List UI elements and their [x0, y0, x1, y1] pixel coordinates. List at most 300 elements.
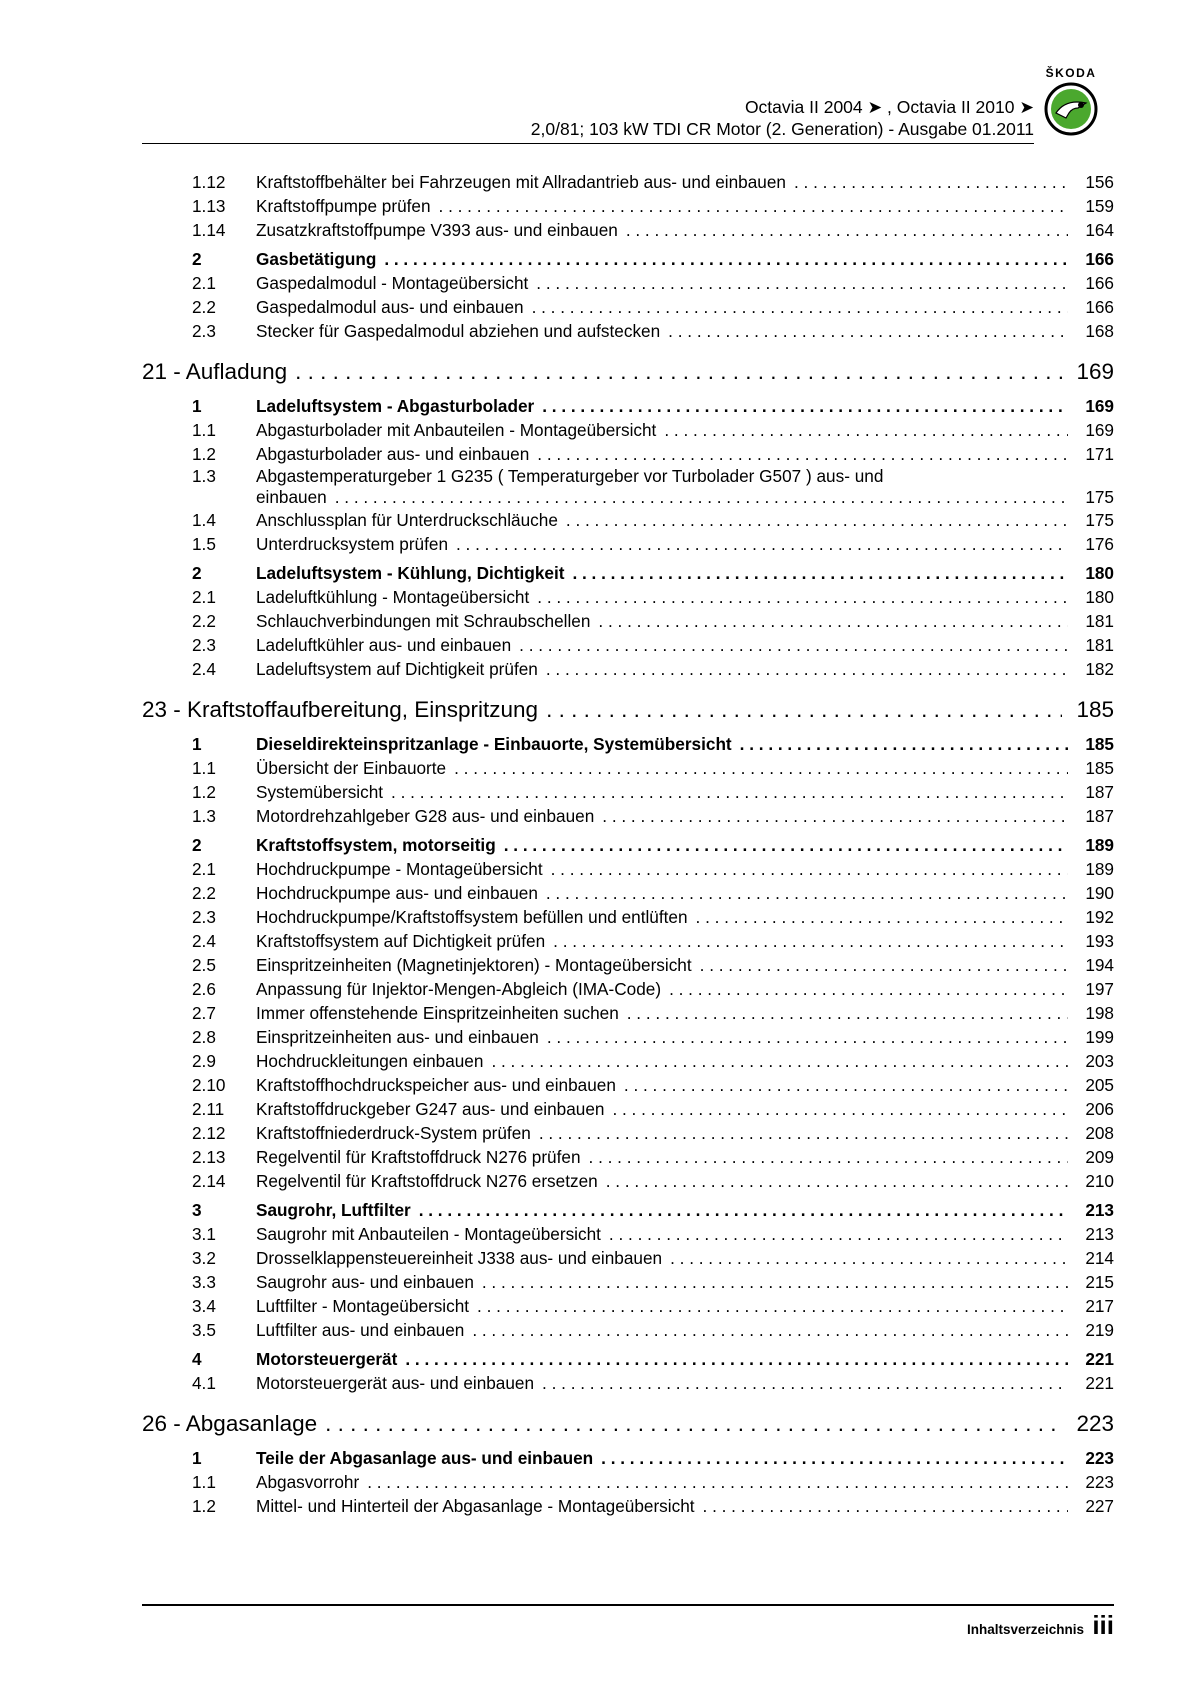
toc-page-number: 185 [1076, 697, 1114, 722]
toc-number: 1 [192, 734, 202, 754]
toc-title-wrap [256, 319, 1068, 343]
toc-number: 2.9 [192, 1051, 216, 1071]
toc-section[interactable] [142, 394, 1114, 418]
toc-number: 2.8 [192, 1027, 216, 1047]
toc-title: Regelventil für Kraftstoffdruck N276 ersetzen [256, 1171, 598, 1191]
toc-title-wrap [256, 609, 1068, 633]
toc-page-number: 223 [1085, 1448, 1114, 1468]
toc-title: Schlauchverbindungen mit Schraubschellen [256, 611, 591, 631]
toc-title-wrap [256, 1145, 1068, 1169]
toc-title-wrap [256, 1222, 1068, 1246]
toc-title-wrap [256, 1198, 1068, 1222]
toc-entry[interactable] [142, 1121, 1114, 1145]
toc-page-number: 189 [1085, 835, 1114, 855]
toc-page-number: 217 [1085, 1296, 1114, 1316]
dot-leader [542, 1371, 1068, 1395]
toc-entry[interactable] [142, 1371, 1114, 1395]
toc-page-number: 199 [1085, 1027, 1114, 1047]
table-of-contents [142, 170, 1114, 1518]
footer-section: Inhaltsverzeichnis [966, 1622, 1084, 1637]
dot-leader [740, 732, 1068, 756]
toc-number: 2.4 [192, 931, 216, 951]
toc-title: Hochdruckpumpe/Kraftstoffsystem befüllen und entlüften [256, 907, 688, 927]
toc-title-wrap [256, 247, 1068, 271]
toc-page-number: 181 [1085, 635, 1114, 655]
toc-title-line2: einbauen [256, 487, 327, 507]
dot-leader [519, 633, 1068, 657]
toc-title-wrap [256, 1347, 1068, 1371]
header-engine: 2,0/81; 103 kW TDI CR Motor (2. Generation) - Ausgabe 01.2011 [530, 119, 1034, 139]
dot-leader [551, 857, 1068, 881]
toc-entry[interactable] [142, 1246, 1114, 1270]
toc-title: Abgasturbolader aus- und einbauen [256, 444, 530, 464]
toc-title: Systemübersicht [256, 782, 384, 802]
dot-leader [439, 194, 1068, 218]
toc-title: Hochdruckpumpe - Montageübersicht [256, 859, 543, 879]
toc-title-wrap [256, 905, 1068, 929]
toc-title: Unterdrucksystem prüfen [256, 534, 448, 554]
toc-number: 2 [192, 249, 202, 269]
toc-page-number: 223 [1085, 1472, 1114, 1492]
dot-leader [547, 1025, 1068, 1049]
toc-chapter[interactable] [142, 693, 1114, 727]
dot-leader [794, 170, 1068, 194]
skoda-arrow-logo-icon [1044, 82, 1098, 136]
toc-entry[interactable] [142, 609, 1114, 633]
dot-leader [504, 833, 1068, 857]
toc-title: Saugrohr, Luftfilter [256, 1200, 411, 1220]
toc-page-number: 219 [1085, 1320, 1114, 1340]
toc-title-wrap [256, 1121, 1068, 1145]
toc-entry[interactable] [142, 780, 1114, 804]
toc-entry[interactable] [142, 1073, 1114, 1097]
toc-title-wrap [256, 442, 1068, 466]
toc-number: 2.3 [192, 635, 216, 655]
toc-entry[interactable] [142, 271, 1114, 295]
toc-number: 2 [192, 835, 202, 855]
toc-title-wrap [256, 271, 1068, 295]
toc-title: Teile der Abgasanlage aus- und einbauen [256, 1448, 594, 1468]
dot-leader [335, 486, 1068, 508]
toc-title-wrap [256, 466, 1068, 508]
dot-leader [391, 780, 1068, 804]
toc-page-number: 185 [1085, 758, 1114, 778]
toc-number: 1.2 [192, 1496, 216, 1516]
toc-number: 2.5 [192, 955, 216, 975]
toc-entry[interactable] [142, 1494, 1114, 1518]
toc-title: Hochdruckleitungen einbauen [256, 1051, 484, 1071]
toc-number: 2.10 [192, 1075, 226, 1095]
toc-title: Übersicht der Einbauorte [256, 758, 447, 778]
toc-title: Saugrohr aus- und einbauen [256, 1272, 474, 1292]
toc-entry[interactable] [142, 1222, 1114, 1246]
toc-page-number: 221 [1085, 1349, 1114, 1369]
toc-number: 3.2 [192, 1248, 216, 1268]
toc-page-number: 192 [1085, 907, 1114, 927]
toc-page-number: 156 [1085, 172, 1114, 192]
toc-number: 3.1 [192, 1224, 216, 1244]
toc-title-wrap [256, 1169, 1068, 1193]
dot-leader [609, 1222, 1068, 1246]
toc-title-wrap [256, 1371, 1068, 1395]
dot-leader [532, 295, 1068, 319]
toc-title-wrap [256, 194, 1068, 218]
toc-number: 2.3 [192, 321, 216, 341]
toc-entry[interactable] [142, 218, 1114, 242]
toc-title-wrap [256, 394, 1068, 418]
toc-number: 3.3 [192, 1272, 216, 1292]
toc-number: 2.2 [192, 611, 216, 631]
toc-page-number: 185 [1085, 734, 1114, 754]
toc-number: 2.2 [192, 883, 216, 903]
brand-wordmark: ŠKODA [1045, 66, 1097, 80]
toc-entry[interactable] [142, 1097, 1114, 1121]
toc-title-wrap [256, 1097, 1068, 1121]
toc-title: Drosselklappensteuereinheit J338 aus- und einbauen [256, 1248, 663, 1268]
toc-entry[interactable] [142, 857, 1114, 881]
toc-page-number: 180 [1085, 587, 1114, 607]
toc-number: 2.6 [192, 979, 216, 999]
toc-number: 2.13 [192, 1147, 226, 1167]
toc-number: 2.14 [192, 1171, 226, 1191]
dot-leader [325, 1407, 1062, 1441]
toc-title: Stecker für Gaspedalmodul abziehen und aufstecken [256, 321, 661, 341]
toc-title-wrap [256, 833, 1068, 857]
toc-section[interactable] [142, 561, 1114, 585]
toc-title-wrap [256, 1001, 1068, 1025]
toc-title-wrap [256, 857, 1068, 881]
toc-entry[interactable] [142, 170, 1114, 194]
toc-number: 1.1 [192, 758, 216, 778]
toc-number: 2.11 [192, 1099, 225, 1119]
toc-title: Dieseldirekteinspritzanlage - Einbauorte, Systemübersicht [256, 734, 732, 754]
toc-number: 2.12 [192, 1123, 226, 1143]
toc-title-wrap [256, 1494, 1068, 1518]
toc-entry[interactable] [142, 1145, 1114, 1169]
toc-page-number: 169 [1076, 359, 1114, 384]
toc-entry[interactable] [142, 953, 1114, 977]
toc-title-wrap [256, 218, 1068, 242]
toc-title: 23 - Kraftstoffaufbereitung, Einspritzung [142, 697, 539, 722]
toc-title: Kraftstoffsystem auf Dichtigkeit prüfen [256, 931, 546, 951]
dot-leader [537, 585, 1068, 609]
dot-leader [405, 1347, 1068, 1371]
toc-title-wrap [256, 732, 1068, 756]
toc-title: Mittel- und Hinterteil der Abgasanlage - Montageübersicht [256, 1496, 695, 1516]
toc-page-number: 213 [1085, 1224, 1114, 1244]
dot-leader [295, 355, 1062, 389]
toc-page-number: 181 [1085, 611, 1114, 631]
dot-leader [669, 977, 1068, 1001]
toc-title-wrap [256, 929, 1068, 953]
toc-title-wrap [256, 1270, 1068, 1294]
toc-page-number: 214 [1085, 1248, 1114, 1268]
toc-entry[interactable] [142, 929, 1114, 953]
toc-page-number: 168 [1085, 321, 1114, 341]
toc-title-wrap [256, 532, 1068, 556]
toc-title: Motorsteuergerät aus- und einbauen [256, 1373, 535, 1393]
toc-entry[interactable] [142, 532, 1114, 556]
toc-entry[interactable] [142, 657, 1114, 681]
toc-number: 2.1 [192, 273, 216, 293]
toc-title-wrap [256, 295, 1068, 319]
toc-page-number: 205 [1085, 1075, 1114, 1095]
toc-title-wrap [256, 977, 1068, 1001]
toc-number: 3 [192, 1200, 202, 1220]
toc-title-wrap [256, 1073, 1068, 1097]
toc-number: 2 [192, 563, 202, 583]
toc-page-number: 223 [1076, 1411, 1114, 1436]
dot-leader [536, 271, 1068, 295]
dot-leader [696, 905, 1068, 929]
toc-section[interactable] [142, 833, 1114, 857]
toc-entry[interactable] [142, 1318, 1114, 1342]
toc-entry[interactable] [142, 442, 1114, 466]
toc-title-wrap [256, 1025, 1068, 1049]
footer-page-number: iii [1092, 1610, 1114, 1640]
dot-leader [454, 756, 1068, 780]
toc-entry[interactable] [142, 194, 1114, 218]
dot-leader [624, 1073, 1068, 1097]
toc-page-number: 189 [1085, 859, 1114, 879]
dot-leader [602, 804, 1068, 828]
toc-entry[interactable] [142, 804, 1114, 828]
toc-title: Anpassung für Injektor-Mengen-Abgleich (IMA-Code) [256, 979, 662, 999]
toc-entry[interactable] [142, 881, 1114, 905]
toc-title-wrap [142, 693, 1062, 727]
toc-page-number: 210 [1085, 1171, 1114, 1191]
toc-section[interactable] [142, 1198, 1114, 1222]
toc-title-wrap [256, 953, 1068, 977]
toc-title: Ladeluftkühlung - Montageübersicht [256, 587, 530, 607]
toc-title: 26 - Abgasanlage [142, 1411, 318, 1436]
toc-number: 2.1 [192, 587, 216, 607]
toc-title: Saugrohr mit Anbauteilen - Montageübersicht [256, 1224, 601, 1244]
toc-title: Hochdruckpumpe aus- und einbauen [256, 883, 538, 903]
toc-title-wrap [256, 780, 1068, 804]
dot-leader [384, 247, 1068, 271]
toc-page-number: 187 [1085, 806, 1114, 826]
toc-title-wrap [256, 1294, 1068, 1318]
toc-title-wrap [256, 1470, 1068, 1494]
toc-page-number: 190 [1085, 883, 1114, 903]
toc-page-number: 175 [1085, 487, 1114, 507]
toc-title: Zusatzkraftstoffpumpe V393 aus- und einbauen [256, 220, 618, 240]
header-text [531, 96, 1034, 140]
toc-title: Gaspedalmodul - Montageübersicht [256, 273, 529, 293]
toc-entry[interactable] [142, 1294, 1114, 1318]
toc-title-wrap [142, 355, 1062, 389]
toc-page-number: 169 [1085, 420, 1114, 440]
toc-entry[interactable] [142, 977, 1114, 1001]
toc-title: Abgasvorrohr [256, 1472, 360, 1492]
toc-title: Einspritzeinheiten (Magnetinjektoren) - Montageübersicht [256, 955, 692, 975]
toc-title: Ladeluftsystem - Abgasturbolader [256, 396, 535, 416]
toc-page-number: 206 [1085, 1099, 1114, 1119]
toc-title: Motordrehzahlgeber G28 aus- und einbauen [256, 806, 595, 826]
toc-number: 1.5 [192, 534, 216, 554]
toc-page-number: 208 [1085, 1123, 1114, 1143]
toc-page-number: 180 [1085, 563, 1114, 583]
dot-leader [546, 657, 1068, 681]
toc-title: Kraftstoffpumpe prüfen [256, 196, 431, 216]
dot-leader [482, 1270, 1068, 1294]
toc-title-wrap [256, 633, 1068, 657]
toc-title: Ladeluftsystem auf Dichtigkeit prüfen [256, 659, 538, 679]
toc-page-number: 203 [1085, 1051, 1114, 1071]
toc-page-number: 198 [1085, 1003, 1114, 1023]
toc-title-wrap [256, 418, 1068, 442]
toc-page-number: 182 [1085, 659, 1114, 679]
toc-page-number: 213 [1085, 1200, 1114, 1220]
toc-title: Luftfilter - Montageübersicht [256, 1296, 470, 1316]
brand-logo [1038, 66, 1104, 136]
toc-entry[interactable] [142, 319, 1114, 343]
toc-entry[interactable] [142, 585, 1114, 609]
toc-page-number: 166 [1085, 249, 1114, 269]
toc-title-wrap [256, 756, 1068, 780]
toc-page-number: 176 [1085, 534, 1114, 554]
toc-page-number: 171 [1085, 444, 1114, 464]
toc-title: Regelventil für Kraftstoffdruck N276 prüfen [256, 1147, 581, 1167]
dot-leader [566, 508, 1068, 532]
toc-page-number: 215 [1085, 1272, 1114, 1292]
toc-chapter[interactable] [142, 1407, 1114, 1441]
toc-number: 3.5 [192, 1320, 216, 1340]
dot-leader [601, 1446, 1068, 1470]
toc-entry[interactable] [142, 1169, 1114, 1193]
toc-entry[interactable] [142, 295, 1114, 319]
dot-leader [553, 929, 1068, 953]
toc-number: 4 [192, 1349, 202, 1369]
toc-section[interactable] [142, 1347, 1114, 1371]
toc-title: Ladeluftkühler aus- und einbauen [256, 635, 512, 655]
dot-leader [456, 532, 1068, 556]
toc-page-number: 159 [1085, 196, 1114, 216]
dot-leader [626, 218, 1068, 242]
toc-title-line1: Abgastemperaturgeber 1 G235 ( Temperaturgeber vor Turbolader G507 ) aus- und [256, 466, 884, 486]
toc-entry[interactable] [142, 1049, 1114, 1073]
toc-page-number: 209 [1085, 1147, 1114, 1167]
dot-leader [367, 1470, 1068, 1494]
dot-leader [537, 442, 1068, 466]
toc-page-number: 193 [1085, 931, 1114, 951]
toc-section[interactable] [142, 1446, 1114, 1470]
toc-title: Gaspedalmodul aus- und einbauen [256, 297, 524, 317]
toc-number: 1.4 [192, 510, 216, 530]
dot-leader [477, 1294, 1068, 1318]
toc-entry[interactable] [142, 1025, 1114, 1049]
toc-title: Luftfilter aus- und einbauen [256, 1320, 465, 1340]
dot-leader [589, 1145, 1068, 1169]
toc-title: Immer offenstehende Einspritzeinheiten suchen [256, 1003, 619, 1023]
toc-title: 21 - Aufladung [142, 359, 288, 384]
toc-title: Kraftstoffbehälter bei Fahrzeugen mit Allradantrieb aus- und einbauen [256, 172, 786, 192]
toc-number: 1.3 [192, 806, 216, 826]
toc-title-wrap [256, 804, 1068, 828]
toc-number: 1.13 [192, 196, 226, 216]
toc-page-number: 187 [1085, 782, 1114, 802]
toc-number: 2.1 [192, 859, 216, 879]
toc-title-wrap [256, 170, 1068, 194]
dot-leader [546, 881, 1068, 905]
toc-page-number: 164 [1085, 220, 1114, 240]
toc-entry[interactable] [142, 905, 1114, 929]
toc-number: 1.2 [192, 444, 216, 464]
toc-page-number: 221 [1085, 1373, 1114, 1393]
dot-leader [419, 1198, 1068, 1222]
toc-page-number: 194 [1085, 955, 1114, 975]
toc-page-number: 169 [1085, 396, 1114, 416]
toc-number: 2.4 [192, 659, 216, 679]
toc-entry[interactable] [142, 1270, 1114, 1294]
toc-number: 1.1 [192, 1472, 216, 1492]
toc-page-number: 227 [1085, 1496, 1114, 1516]
toc-title: Kraftstoffdruckgeber G247 aus- und einbauen [256, 1099, 605, 1119]
toc-title-wrap [256, 1446, 1068, 1470]
toc-entry[interactable] [142, 418, 1114, 442]
toc-page-number: 166 [1085, 273, 1114, 293]
toc-title-line2-wrap [256, 486, 1068, 508]
toc-title: Gasbetätigung [256, 249, 377, 269]
toc-title-wrap [256, 1246, 1068, 1270]
dot-leader [472, 1318, 1068, 1342]
toc-section[interactable] [142, 247, 1114, 271]
dot-leader [627, 1001, 1068, 1025]
toc-entry[interactable] [142, 756, 1114, 780]
toc-page-number: 175 [1085, 510, 1114, 530]
toc-number: 1.2 [192, 782, 216, 802]
toc-title: Kraftstoffhochdruckspeicher aus- und einbauen [256, 1075, 616, 1095]
toc-entry[interactable] [142, 508, 1114, 532]
toc-number: 1.14 [192, 220, 226, 240]
toc-number: 1.1 [192, 420, 216, 440]
dot-leader [546, 693, 1062, 727]
toc-number: 1.12 [192, 172, 226, 192]
toc-title-wrap [256, 585, 1068, 609]
toc-chapter[interactable] [142, 355, 1114, 389]
footer-rule [142, 1604, 1114, 1606]
toc-entry[interactable] [142, 1001, 1114, 1025]
dot-leader [539, 1121, 1068, 1145]
toc-entry[interactable] [142, 633, 1114, 657]
toc-entry[interactable] [142, 1470, 1114, 1494]
dot-leader [700, 953, 1068, 977]
dot-leader [664, 418, 1068, 442]
toc-number: 3.4 [192, 1296, 216, 1316]
dot-leader [668, 319, 1068, 343]
toc-title-wrap [256, 508, 1068, 532]
toc-number: 1 [192, 396, 202, 416]
toc-title: Ladeluftsystem - Kühlung, Dichtigkeit [256, 563, 565, 583]
toc-number: 2.7 [192, 1003, 216, 1023]
toc-title: Einspritzeinheiten aus- und einbauen [256, 1027, 539, 1047]
toc-section[interactable] [142, 732, 1114, 756]
page-header [142, 66, 1104, 144]
toc-title: Anschlussplan für Unterdruckschläuche [256, 510, 558, 530]
toc-title: Abgasturbolader mit Anbauteilen - Montageübersicht [256, 420, 657, 440]
dot-leader [606, 1169, 1068, 1193]
toc-title: Kraftstoffniederdruck-System prüfen [256, 1123, 531, 1143]
toc-title-wrap [256, 1318, 1068, 1342]
toc-entry[interactable] [142, 466, 1114, 508]
toc-number: 1 [192, 1448, 202, 1468]
toc-number: 4.1 [192, 1373, 216, 1393]
dot-leader [542, 394, 1068, 418]
page-footer [142, 1604, 1114, 1640]
toc-title: Motorsteuergerät [256, 1349, 398, 1369]
toc-number: 1.3 [192, 466, 216, 486]
